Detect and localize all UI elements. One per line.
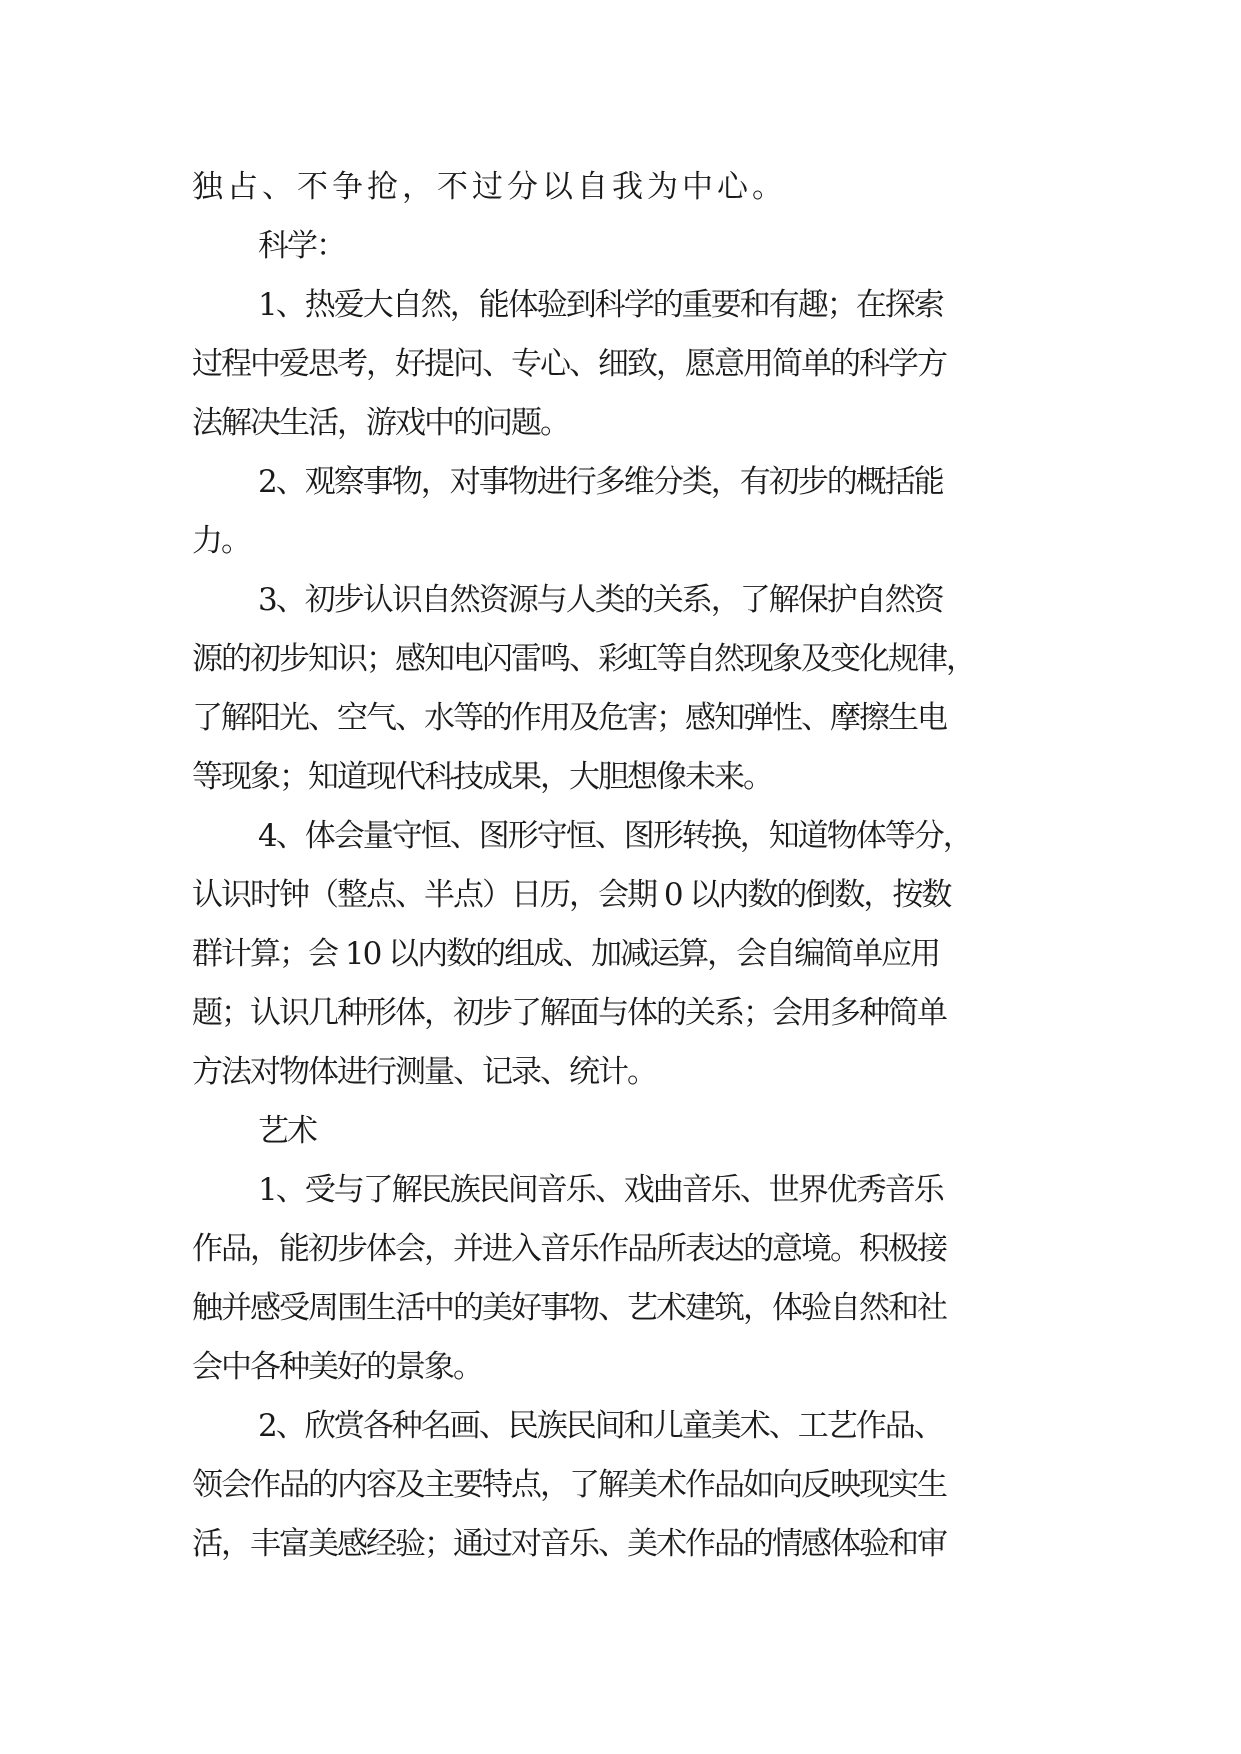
text-line: 4、体会量守恒、图形守恒、图形转换，知道物体等分， — [258, 818, 972, 854]
text-line: 法解决生活，游戏中的问题。 — [192, 405, 569, 441]
text-line: 认识时钟（整点、半点）日历，会期 0 以内数的倒数，按数 — [192, 877, 951, 913]
paragraph — [192, 571, 1058, 807]
text-line: 2、观察事物，对事物进行多维分类，有初步的概括能 — [258, 464, 943, 500]
document-body — [192, 158, 1058, 1574]
text-line: 1、受与了解民族民间音乐、戏曲音乐、世界优秀音乐 — [258, 1172, 943, 1208]
text-line: 题；认识几种形体，初步了解面与体的关系；会用多种简单 — [192, 995, 946, 1031]
text-line: 科学： — [258, 228, 345, 264]
paragraph — [192, 1161, 1058, 1397]
paragraph — [192, 1397, 1058, 1574]
text-line: 作品，能初步体会，并进入音乐作品所表达的意境。积极接 — [192, 1231, 946, 1267]
paragraph — [192, 807, 1058, 1102]
paragraph — [192, 453, 1058, 571]
section-heading-art — [192, 1102, 1058, 1161]
paragraph — [192, 276, 1058, 453]
text-line: 3、初步认识自然资源与人类的关系，了解保护自然资 — [258, 582, 943, 618]
text-line: 活，丰富美感经验；通过对音乐、美术作品的情感体验和审 — [192, 1526, 946, 1562]
text-line: 过程中爱思考，好提问、专心、细致，愿意用简单的科学方 — [192, 346, 946, 382]
text-line: 领会作品的内容及主要特点，了解美术作品如向反映现实生 — [192, 1467, 946, 1503]
text-line: 1、热爱大自然，能体验到科学的重要和有趣；在探索 — [258, 287, 943, 323]
text-line: 源的初步知识；感知电闪雷鸣、彩虹等自然现象及变化规律， — [192, 641, 975, 677]
text-line: 群计算；会 10 以内数的组成、加减运算，会自编简单应用 — [192, 936, 940, 972]
text-line: 等现象；知道现代科技成果，大胆想像未来。 — [192, 759, 772, 795]
section-heading-science — [192, 217, 1058, 276]
text-line: 2、欣赏各种名画、民族民间和儿童美术、工艺作品、 — [258, 1408, 943, 1444]
paragraph — [192, 158, 1058, 217]
text-line: 会中各种美好的景象。 — [192, 1349, 482, 1385]
text-line: 独占、不争抢，不过分以自我为中心。 — [192, 169, 787, 205]
text-line: 力。 — [192, 523, 250, 559]
text-line: 了解阳光、空气、水等的作用及危害；感知弹性、摩擦生电 — [192, 700, 946, 736]
text-line: 艺术 — [258, 1113, 316, 1149]
text-line: 触并感受周围生活中的美好事物、艺术建筑，体验自然和社 — [192, 1290, 946, 1326]
text-line: 方法对物体进行测量、记录、统计。 — [192, 1054, 656, 1090]
